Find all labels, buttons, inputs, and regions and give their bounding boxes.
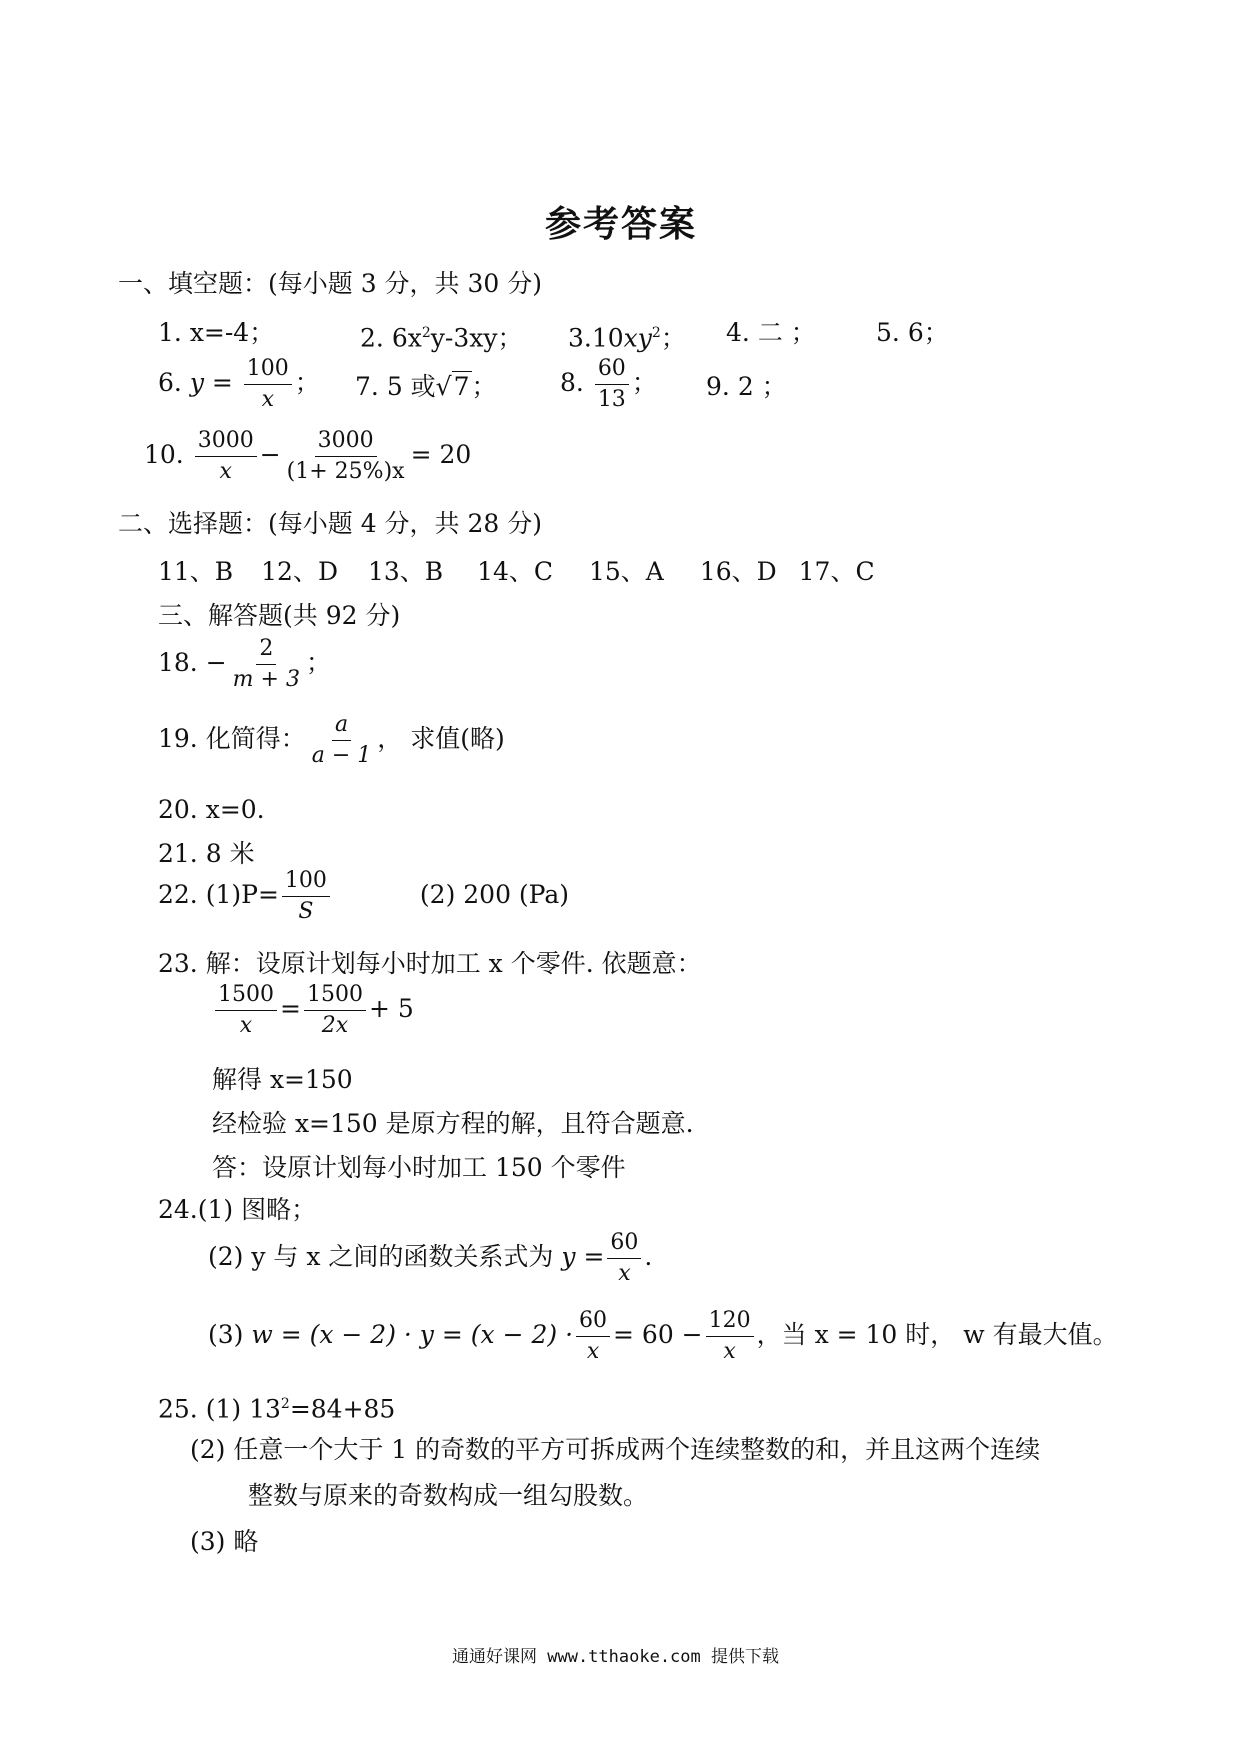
answer-2-pre: 6x [391,323,422,353]
q23-fraction-2 [304,982,366,1039]
q23-label: 23. [158,949,198,978]
question-24 [158,1194,316,1226]
q22-pre: (1)P= [205,880,279,909]
q24-p3-fraction-1 [576,1308,610,1365]
q25-p1-pre: (1) 13 [205,1394,281,1424]
q24-p3-den2: x [723,1339,736,1364]
q23-post: + 5 [368,994,414,1023]
answer-10-minus: − [259,440,281,469]
q24-p3 [208,1308,1118,1365]
q24-p2-pre: (2) y 与 x 之间的函数关系式为 [208,1242,554,1271]
q23-f1-num: 1500 [215,982,277,1011]
section1-heading: 一、填空题：(每小题 3 分，共 30 分) [118,269,543,298]
answer-7-pre: 5 或 [386,372,436,401]
answer-5-label: 5. [876,318,900,347]
q23-equation [212,982,414,1039]
answer-6 [158,356,320,413]
q24-p2-fraction [607,1230,641,1287]
answer-1 [158,317,274,349]
answer-10-label: 10. [144,440,184,469]
q19-num: a [332,712,351,741]
answer-2-label: 2. [360,323,384,353]
q18-label: 18. [158,648,198,677]
q23-fraction-1 [215,982,277,1039]
q23-line5: 答：设原计划每小时加工 150 个零件 [212,1153,626,1182]
q24-p3-expr: w = (x − 2) · y = (x − 2) · [251,1320,574,1349]
q22-fraction [282,868,330,925]
answer-5 [876,317,949,349]
q24-p2 [208,1230,652,1287]
q18-den: m + 3 [232,667,300,692]
q19-fraction [309,712,375,769]
answer-2-post: y-3xy； [430,323,523,353]
q25-p3: (3) 略 [190,1527,259,1556]
question-22 [158,868,569,925]
answer-4-text: 二 ； [757,318,816,347]
answer-6-den: x [261,387,274,412]
q24-p3-num1: 60 [576,1308,610,1337]
q24-label: 24. [158,1195,198,1224]
q24-p1: (1) 图略； [197,1195,317,1224]
q23-f2-den: 2x [321,1013,349,1038]
q23-f2-num: 1500 [304,982,366,1011]
answer-3-label: 3. [568,323,592,353]
q25-p2-line2: 整数与原来的奇数构成一组勾股数。 [248,1481,649,1510]
answer-6-label: 6. [158,368,182,397]
question-19 [158,712,505,769]
answer-2-sup: 2 [421,325,431,341]
answer-10-rhs: = 20 [410,440,472,469]
answer-10-f2-num: 3000 [315,428,377,457]
q22-post: (2) 200 (Pa) [419,880,570,909]
q22-den: S [298,899,314,924]
q24-p3-mid: = 60 − [613,1320,703,1349]
q20-label: 20. [158,795,198,824]
q18-minus: − [205,648,227,677]
q25-p1-sup: 2 [280,1396,290,1412]
answer-3-var: xy [623,323,652,353]
q23-line3: 解得 x=150 [212,1065,353,1094]
footer-text: 通通好课网 www.tthaoke.com 提供下载 [452,1647,779,1667]
question-25 [158,1388,395,1425]
q24-p2-post: . [644,1242,653,1271]
q25-p1-post: =84+85 [289,1394,396,1424]
q18-fraction [230,636,303,693]
q24-p3-post: ，当 x = 10 时， w 有最大值。 [756,1320,1118,1349]
q22-num: 100 [282,868,330,897]
answer-7-post: ； [471,372,497,401]
choice-answer: 17、C [798,557,875,586]
answer-8-fraction [595,356,629,413]
q24-p3-fraction-2 [706,1308,754,1365]
sqrt-symbol: √ [435,372,452,401]
choice-answer: 13、B [367,557,444,586]
q21-text: 8 米 [205,839,255,868]
answer-10-f1-num: 3000 [195,428,257,457]
sqrt-radicand: 7 [453,372,470,401]
answer-9 [706,371,787,403]
answer-7 [355,371,497,403]
answer-3-pre: 10 [591,323,624,353]
choice-answer: 15、A [589,557,664,586]
answer-3-post: ； [660,323,686,353]
q24-p2-lhs: y = [561,1242,605,1271]
q25-label: 25. [158,1394,198,1424]
choice-answer: 16、D [699,557,777,586]
q23-line4: 经检验 x=150 是原方程的解，且符合题意. [212,1109,694,1138]
section2-heading: 二、选择题：(每小题 4 分，共 28 分) [118,509,543,538]
answer-2 [360,317,522,354]
q19-den: a − 1 [311,743,372,768]
answer-10-fraction-1 [195,428,257,485]
q25-p2-line1: (2) 任意一个大于 1 的奇数的平方可拆成两个连续整数的和，并且这两个连续 [190,1435,1041,1464]
answer-9-label: 9. [706,372,730,401]
section3-heading: 三、解答题(共 92 分) [158,601,401,630]
question-20 [158,794,265,826]
answer-6-post: ； [294,368,320,397]
answer-3-sup: 2 [651,325,661,341]
answer-10 [144,428,471,485]
choice-answer: 12、D [261,557,338,586]
choice-answer: 11、B [158,557,234,586]
question-21 [158,838,255,870]
q19-label: 19. [158,724,198,753]
answer-6-lhs: y = [189,368,233,397]
answer-10-f1-den: x [219,459,232,484]
page-title: 参考答案 [545,203,698,245]
q21-label: 21. [158,839,198,868]
answer-8-post: ； [631,368,657,397]
answer-7-label: 7. [355,372,379,401]
answer-6-num: 100 [244,356,292,385]
q24-p2-num: 60 [607,1230,641,1259]
q24-p3-den1: x [586,1339,600,1364]
q24-p3-num2: 120 [706,1308,754,1337]
answer-8-den: 13 [597,387,626,412]
question-18 [158,636,331,693]
question-23 [158,948,702,980]
answer-8-label: 8. [560,368,584,397]
answer-1-label: 1. [158,318,182,347]
q18-num: 2 [256,636,276,665]
q22-label: 22. [158,880,198,909]
q18-post: ； [305,648,331,677]
answer-9-text: 2 ； [737,372,787,401]
q19-post: ， 求值(略) [377,724,505,753]
answer-4 [726,317,816,349]
q24-p2-den: x [618,1261,631,1286]
answer-6-fraction [244,356,292,413]
sqrt-radical [436,371,472,403]
choice-answer: 14、C [477,557,554,586]
q20-text: x=0. [205,795,265,824]
q24-p3-label: (3) [208,1320,244,1349]
q19-pre: 化简得： [205,724,306,753]
q23-eq: = [280,994,301,1023]
answer-1-text: x=-4； [189,318,275,347]
answer-10-fraction-2 [284,428,408,485]
answer-5-text: 6； [907,318,949,347]
answer-10-f2-den: (1+ 25%)x [286,459,405,484]
q23-line1: 解：设原计划每小时加工 x 个零件. 依题意： [205,949,702,978]
answer-3 [568,317,686,354]
choice-answers [158,556,875,588]
answer-8 [560,356,657,413]
q23-f1-den: x [239,1013,253,1038]
answer-4-label: 4. [726,318,750,347]
answer-8-num: 60 [595,356,629,385]
